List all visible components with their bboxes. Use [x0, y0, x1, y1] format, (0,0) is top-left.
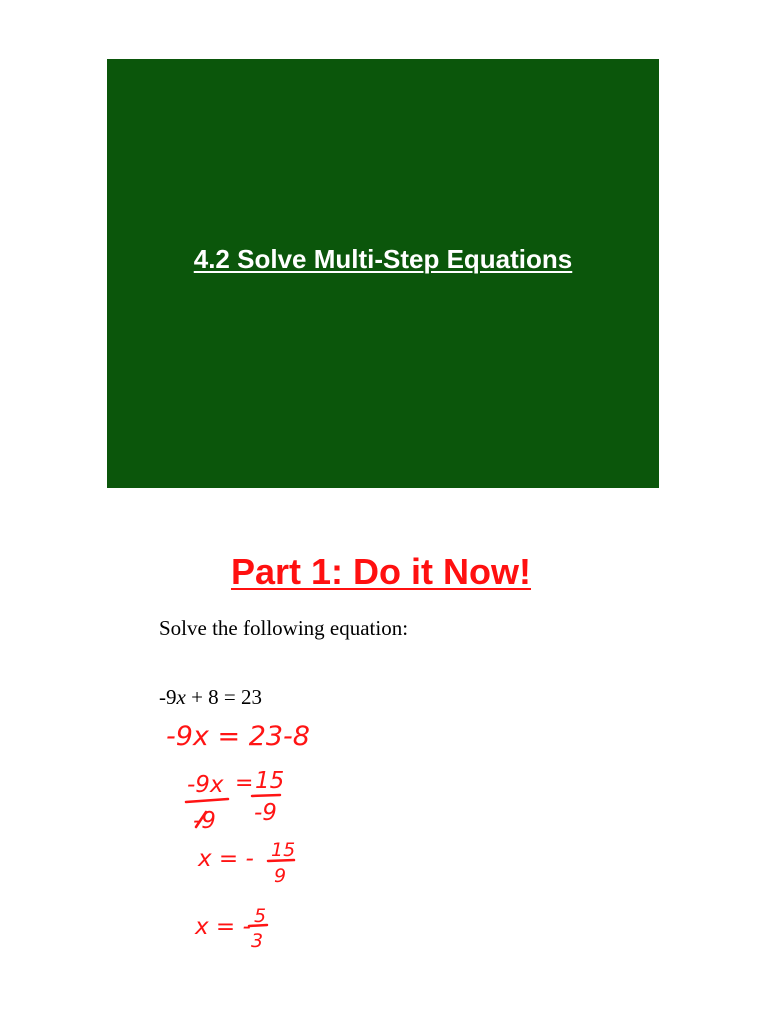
- slide-title: 4.2 Solve Multi-Step Equations: [193, 244, 573, 274]
- work-step-2: [186, 768, 284, 834]
- title-slide: [107, 59, 659, 488]
- step3-denominator: 9: [274, 865, 287, 887]
- step2-rhs-fraction-bar: [252, 795, 280, 796]
- instruction-text: Solve the following equation:: [159, 616, 409, 640]
- step2-rhs-denominator: -9: [254, 800, 277, 826]
- step2-equals: =: [235, 771, 254, 796]
- step2-lhs-denominator: -9: [193, 808, 216, 834]
- equation-variable: x: [176, 685, 186, 709]
- equation-rest: + 8 = 23: [185, 685, 263, 709]
- step2-cancel-mark: [196, 812, 206, 827]
- problem-equation: [159, 684, 262, 710]
- step4-denominator: 3: [251, 930, 264, 952]
- step2-lhs-numerator: -9x: [187, 772, 224, 798]
- step2-lhs-fraction-bar: [186, 799, 228, 802]
- step4-numerator: 5: [254, 905, 267, 927]
- work-step-4: [194, 905, 267, 952]
- step3-fraction-bar: [268, 860, 294, 861]
- work-step-3: [197, 839, 295, 887]
- step3-lhs: x = -: [198, 846, 254, 872]
- equation-coefficient: -9: [159, 685, 177, 709]
- step3-numerator: 15: [271, 839, 296, 861]
- step4-fraction-bar: [249, 925, 267, 926]
- step2-rhs-numerator: 15: [255, 768, 285, 794]
- step4-lhs: x = -: [195, 914, 251, 940]
- work-step-1: -9x = 23-8: [166, 721, 310, 752]
- part-heading: Part 1: Do it Now!: [230, 551, 531, 592]
